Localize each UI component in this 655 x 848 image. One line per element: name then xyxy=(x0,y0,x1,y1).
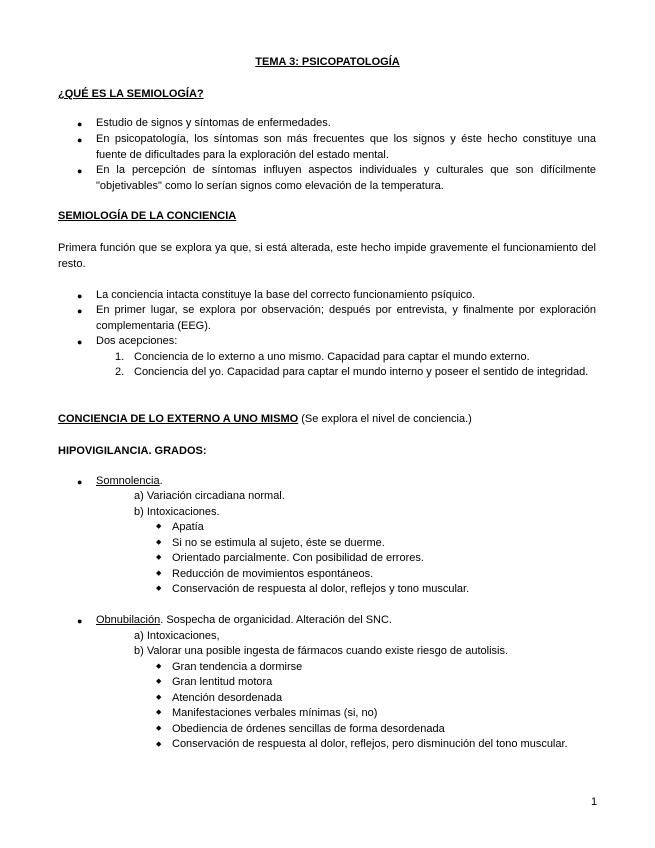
list-number: 1. xyxy=(115,351,125,363)
list-item: La conciencia intacta constituye la base del correcto funcionamiento psíquico. xyxy=(96,289,476,301)
section-heading-semiologia: ¿QUÉ ES LA SEMIOLOGÍA? xyxy=(58,88,204,100)
bullet-dot-icon: ● xyxy=(77,337,83,347)
term-suffix: . xyxy=(159,475,163,487)
section-heading-externo: CONCIENCIA DE LO EXTERNO A UNO MISMO xyxy=(58,413,299,425)
diamond-bullet-icon: ◆ xyxy=(156,585,162,592)
section-heading-externo-row xyxy=(58,412,472,426)
sub-item: a) Variación circadiana normal. xyxy=(134,490,285,502)
bullet-dot-icon: ● xyxy=(77,119,83,129)
list-item: Atención desordenada xyxy=(172,692,283,704)
diamond-bullet-icon: ◆ xyxy=(156,725,162,732)
term-obnubilacion: Obnubilación xyxy=(96,614,161,626)
bullet-dot-icon: ● xyxy=(77,166,83,176)
diamond-bullet-icon: ◆ xyxy=(156,694,162,701)
numbered-item: Conciencia del yo. Capacidad para captar el mundo interno y poseer el sentido de integridad. xyxy=(134,366,589,378)
page-title: TEMA 3: PSICOPATOLOGÍA xyxy=(255,56,400,68)
list-item: En primer lugar, se explora por observación; después por entrevista, y finalmente por exploración complementaria (EEG). xyxy=(96,304,596,332)
sub-item: b) Valorar una posible ingesta de fármacos cuando existe riesgo de autolisis. xyxy=(134,645,509,657)
numbered-item: Conciencia de lo externo a uno mismo. Capacidad para captar el mundo externo. xyxy=(134,351,530,363)
list-item: Obediencia de órdenes sencillas de forma desordenada xyxy=(172,723,445,735)
paragraph: Primera función que se explora ya que, si está alterada, este hecho impide gravemente el funcionamiento del resto. xyxy=(58,242,596,270)
list-item: Conservación de respuesta al dolor, reflejos, pero disminución del tono muscular. xyxy=(172,738,568,750)
term-somnolencia: Somnolencia xyxy=(96,475,160,487)
bullet-dot-icon: ● xyxy=(77,306,83,316)
diamond-bullet-icon: ◆ xyxy=(156,663,162,670)
list-item: Manifestaciones verbales mínimas (si, no) xyxy=(172,707,378,719)
subheading-hipovigilancia: HIPOVIGILANCIA. GRADOS: xyxy=(58,445,207,457)
list-item: Si no se estimula al sujeto, éste se duerme. xyxy=(172,537,385,549)
term-obnubilacion-row xyxy=(96,613,392,627)
diamond-bullet-icon: ◆ xyxy=(156,523,162,530)
bullet-dot-icon: ● xyxy=(77,477,83,487)
list-item: Conservación de respuesta al dolor, reflejos y tono muscular. xyxy=(172,583,470,595)
diamond-bullet-icon: ◆ xyxy=(156,554,162,561)
list-item: En psicopatología, los síntomas son más frecuentes que los signos y éste hecho constituye una fuente de dificultades para la exploración del estado mental. xyxy=(96,133,596,161)
sub-item: a) Intoxicaciones, xyxy=(134,630,220,642)
section-heading-conciencia: SEMIOLOGÍA DE LA CONCIENCIA xyxy=(58,210,237,222)
bullet-dot-icon: ● xyxy=(77,616,83,626)
diamond-bullet-icon: ◆ xyxy=(156,709,162,716)
list-item: Orientado parcialmente. Con posibilidad de errores. xyxy=(172,552,424,564)
diamond-bullet-icon: ◆ xyxy=(156,570,162,577)
sub-item: b) Intoxicaciones. xyxy=(134,506,220,518)
page-number: 1 xyxy=(591,796,598,808)
section-heading-note: (Se explora el nivel de conciencia.) xyxy=(298,413,472,425)
term-suffix: . Sospecha de organicidad. Alteración del SNC. xyxy=(160,614,392,626)
list-item: Dos acepciones: xyxy=(96,335,178,347)
list-item: Apatía xyxy=(172,521,204,533)
list-item: Gran lentitud motora xyxy=(172,676,273,688)
bullet-dot-icon: ● xyxy=(77,291,83,301)
diamond-bullet-icon: ◆ xyxy=(156,678,162,685)
diamond-bullet-icon: ◆ xyxy=(156,741,162,748)
list-item: Estudio de signos y síntomas de enfermedades. xyxy=(96,117,331,129)
list-item: Reducción de movimientos espontáneos. xyxy=(172,568,374,580)
list-item: En la percepción de síntomas influyen aspectos individuales y culturales que son difícilmente "objetivables" como lo serían signos como elevación de la temperatura. xyxy=(96,164,596,192)
bullet-dot-icon: ● xyxy=(77,135,83,145)
diamond-bullet-icon: ◆ xyxy=(156,539,162,546)
list-item: Gran tendencia a dormirse xyxy=(172,661,303,673)
term-somnolencia-row xyxy=(96,474,163,488)
list-number: 2. xyxy=(115,366,125,378)
